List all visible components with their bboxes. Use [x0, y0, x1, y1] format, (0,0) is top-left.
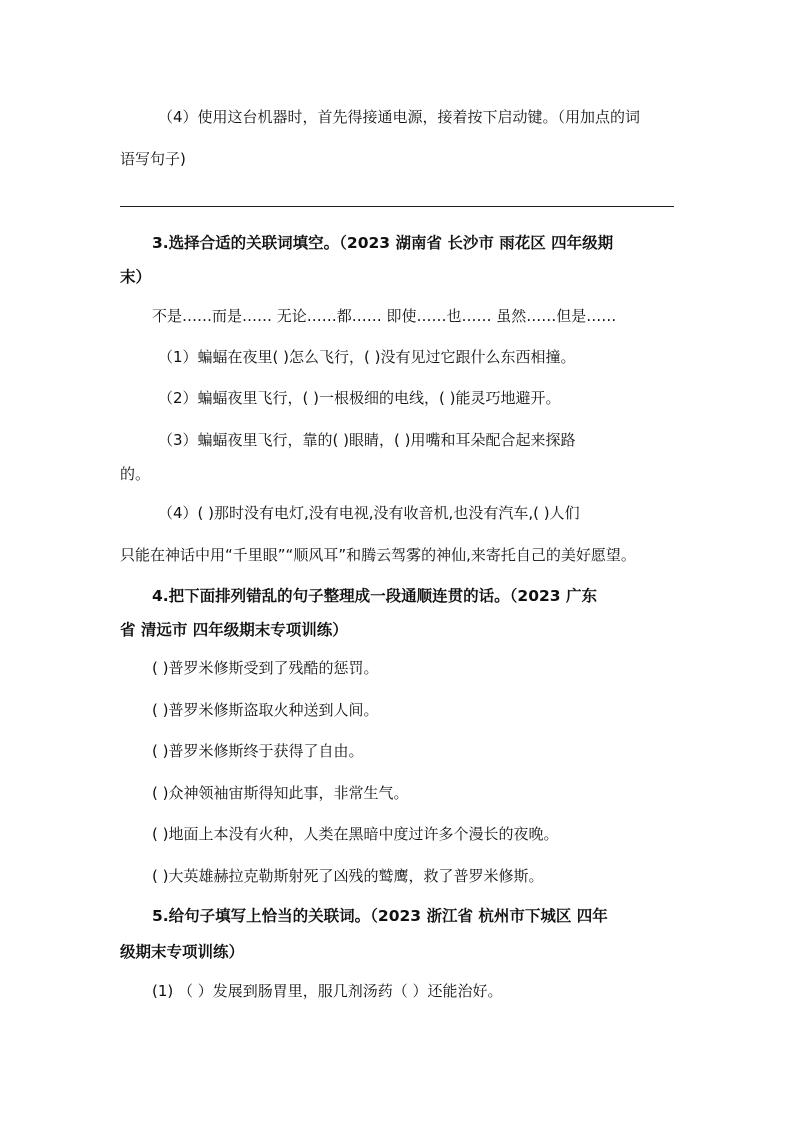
q3-item1: （1）蝙蝠在夜里( )怎么飞行，( )没有见过它跟什么东西相撞。	[158, 348, 576, 366]
q3-item2: （2）蝙蝠夜里飞行，( )一根极细的电线，( )能灵巧地避开。	[158, 389, 561, 407]
q3-item3-line1: （3）蝙蝠夜里飞行，靠的( )眼睛，( )用嘴和耳朵配合起来探路	[158, 431, 576, 449]
q3-item3-line2: 的。	[120, 465, 151, 483]
q4-heading-line1: 4.把下面排列错乱的句子整理成一段通顺连贯的话。（2023 广东	[152, 587, 597, 605]
q2-item4-line2: 语写句子)	[120, 150, 186, 168]
q5-heading-line2: 级期末专项训练）	[120, 943, 245, 961]
q4-item: ( )大英雄赫拉克勒斯射死了凶残的鹫鹰，救了普罗米修斯。	[152, 867, 544, 885]
q3-options: 不是……而是…… 无论……都…… 即使……也…… 虽然……但是……	[152, 307, 617, 325]
q5-item1: (1) （ ）发展到肠胃里，服几剂汤药（ ）还能治好。	[152, 982, 503, 1000]
q4-item: ( )普罗米修斯盗取火种送到人间。	[152, 701, 379, 719]
q4-item: ( )众神领袖宙斯得知此事，非常生气。	[152, 784, 409, 802]
q4-item: ( )普罗米修斯受到了残酷的惩罚。	[152, 659, 379, 677]
answer-line	[120, 206, 674, 207]
q4-item: ( )普罗米修斯终于获得了自由。	[152, 742, 364, 760]
q3-item4-line1: （4）( )那时没有电灯,没有电视,没有收音机,也没有汽车,( )人们	[158, 504, 580, 522]
q4-item: ( )地面上本没有火种，人类在黑暗中度过许多个漫长的夜晚。	[152, 825, 559, 843]
q4-heading-line2: 省 清远市 四年级期末专项训练）	[120, 621, 348, 639]
q3-item4-line2: 只能在神话中用“千里眼”“顺风耳”和腾云驾雾的神仙,来寄托自己的美好愿望。	[120, 546, 636, 564]
q5-heading-line1: 5.给句子填写上恰当的关联词。（2023 浙江省 杭州市下城区 四年	[152, 907, 608, 925]
q3-heading-line2: 末）	[120, 268, 152, 286]
q2-item4-line1: （4）使用这台机器时，首先得接通电源，接着按下启动键。（用加点的词	[158, 108, 641, 126]
q3-heading-line1: 3.选择合适的关联词填空。（2023 湖南省 长沙市 雨花区 四年级期	[152, 234, 614, 252]
